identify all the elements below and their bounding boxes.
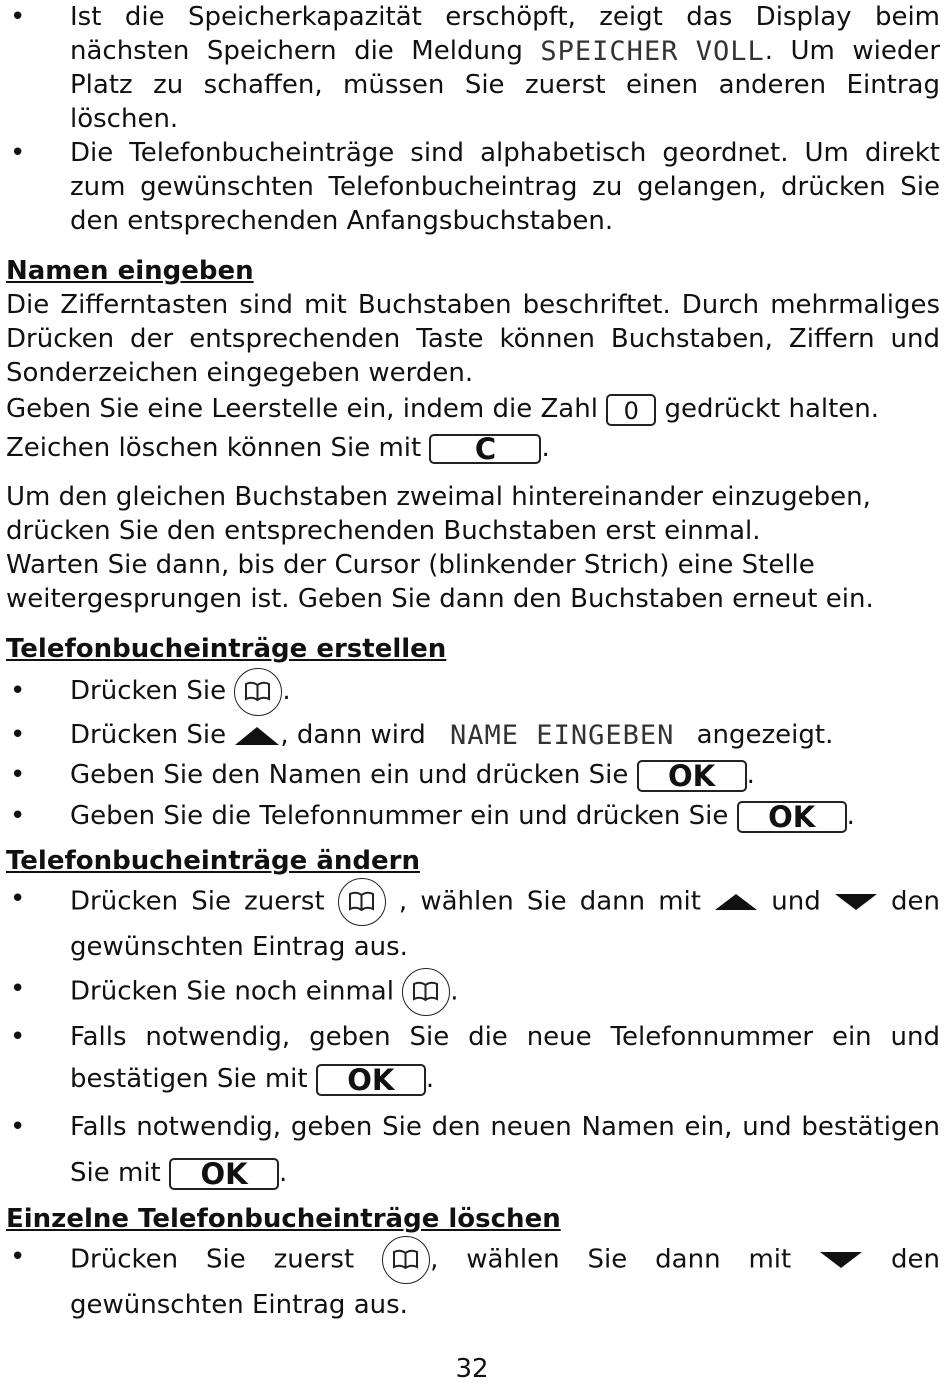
bullet-item — [6, 0, 940, 136]
bullet-item — [6, 968, 940, 1016]
bullet-item — [6, 136, 940, 238]
bullet-mark: • — [10, 138, 26, 168]
bullet-mark: • — [10, 974, 26, 1004]
lcd-display-text: NAME EINGEBEN — [450, 719, 675, 751]
bullet-text — [70, 968, 940, 1016]
text-run: . — [282, 676, 291, 706]
bullet-item — [6, 796, 940, 836]
bullet-mark: • — [10, 676, 26, 706]
phonebook-key-icon — [234, 668, 282, 716]
text-run: angezeigt. — [696, 720, 834, 750]
text-run: gedrückt halten. — [664, 394, 880, 424]
ok-key-icon: OK — [169, 1158, 279, 1190]
bullet-item — [6, 716, 940, 754]
arrow-up-icon — [714, 893, 758, 911]
page-number: 32 — [455, 1354, 489, 1384]
bullet-mark: • — [10, 1022, 26, 1052]
text-run: Drücken Sie — [70, 676, 227, 706]
text-run: und — [771, 886, 821, 917]
arrow-down-icon — [834, 893, 878, 911]
text-run: . — [425, 1064, 435, 1094]
text-run: Falls notwendig, geben Sie die neue Telefonnummer ein und bestätigen Sie mit — [70, 1022, 940, 1094]
key-0-icon: 0 — [606, 394, 656, 426]
paragraph: Warten Sie dann, bis der Cursor (blinkender Strich) eine Stelle weitergesprungen ist. Geben Sie dann den Buchstaben erneut ein. — [6, 550, 874, 614]
arrow-up-icon — [234, 726, 280, 746]
bullet-text: Die Telefonbucheinträge sind alphabetisch geordnet. Um direkt zum gewünschten Telefonbucheintrag zu gelangen, drücken Sie den entsprechenden Anfangsbuchstaben. — [70, 138, 940, 236]
text-run: den gewünschten Eintrag aus. — [70, 886, 940, 962]
bullet-mark: • — [10, 801, 26, 831]
bullet-text — [70, 1016, 940, 1100]
text-run: Drücken Sie zuerst — [70, 886, 325, 917]
text-run: Drücken Sie — [70, 720, 227, 750]
text-run: Drücken Sie noch einmal — [70, 976, 394, 1007]
phonebook-key-icon — [382, 1236, 430, 1284]
bullet-text — [70, 666, 940, 716]
phonebook-key-icon — [338, 878, 386, 926]
section-heading-edit: Telefonbucheinträge ändern — [6, 846, 420, 876]
text-run: , wählen Sie dann mit — [398, 886, 701, 917]
bullet-item — [6, 754, 940, 796]
text-run: den gewünschten Eintrag aus. — [70, 1244, 940, 1320]
bullet-text — [70, 716, 940, 754]
text-run: Ist die Speicherkapazität erschöpft, zeigt das Display beim nächsten Speichern die Meldung — [70, 2, 940, 66]
arrow-down-icon — [819, 1251, 863, 1269]
lcd-display-text: SPEICHER VOLL — [540, 35, 765, 67]
manual-page — [6, 0, 940, 1326]
text-run: . — [279, 1158, 288, 1188]
text-run: . Um wieder Platz zu schaffen, müssen Sie zuerst einen anderen Eintrag löschen. — [70, 36, 941, 134]
ok-key-icon: OK — [316, 1064, 426, 1096]
paragraph: Die Zifferntasten sind mit Buchstaben beschriftet. Durch mehrmaliges Drücken der entsprechenden Taste können Buchstaben, Ziffern und Sonderzeichen eingegeben werden. — [6, 290, 940, 388]
bullet-mark: • — [10, 2, 26, 32]
paragraph-space — [6, 390, 940, 428]
bullet-item — [6, 1236, 940, 1326]
phonebook-key-icon — [402, 968, 450, 1016]
paragraph: Um den gleichen Buchstaben zweimal hintereinander einzugeben, drücken Sie den entsprechenden Buchstaben erst einmal. — [6, 482, 871, 546]
bullet-item — [6, 1104, 940, 1196]
text-run: Drücken Sie zuerst — [70, 1244, 355, 1275]
section-heading-create: Telefonbucheinträge erstellen — [6, 634, 447, 664]
text-run: Zeichen löschen können Sie mit — [6, 433, 422, 463]
bullet-mark: • — [10, 1112, 26, 1142]
text-run: , wählen Sie dann mit — [430, 1244, 792, 1275]
key-c-icon: C — [429, 434, 541, 464]
bullet-item — [6, 878, 940, 968]
section-heading-delete: Einzelne Telefonbucheinträge löschen — [6, 1204, 561, 1234]
bullet-item — [6, 1016, 940, 1100]
text-run: . — [746, 760, 755, 790]
text-run: , dann wird — [280, 720, 426, 750]
bullet-mark: • — [10, 1242, 26, 1272]
text-run: . — [846, 801, 855, 831]
bullet-text — [70, 0, 940, 136]
bullet-text — [70, 796, 940, 836]
ok-key-icon: OK — [737, 801, 847, 833]
text-run: Falls notwendig, geben Sie den neuen Namen ein, und bestätigen Sie mit — [70, 1112, 940, 1188]
section-heading-names: Namen eingeben — [6, 256, 254, 286]
ok-key-icon: OK — [637, 760, 747, 792]
text-run: Geben Sie die Telefonnummer ein und drücken Sie — [70, 801, 729, 831]
text-run: . — [541, 433, 550, 463]
text-run: Geben Sie eine Leerstelle ein, indem die Zahl — [6, 394, 598, 424]
bullet-text — [70, 1104, 940, 1196]
bullet-text — [70, 754, 940, 796]
bullet-text — [70, 1236, 940, 1326]
paragraph-delete — [6, 428, 940, 468]
text-run: Geben Sie den Namen ein und drücken Sie — [70, 760, 629, 790]
bullet-item — [6, 666, 940, 716]
bullet-mark: • — [10, 720, 26, 750]
bullet-mark: • — [10, 760, 26, 790]
text-run: . — [450, 976, 459, 1007]
bullet-text — [70, 878, 940, 968]
bullet-mark: • — [10, 884, 26, 914]
